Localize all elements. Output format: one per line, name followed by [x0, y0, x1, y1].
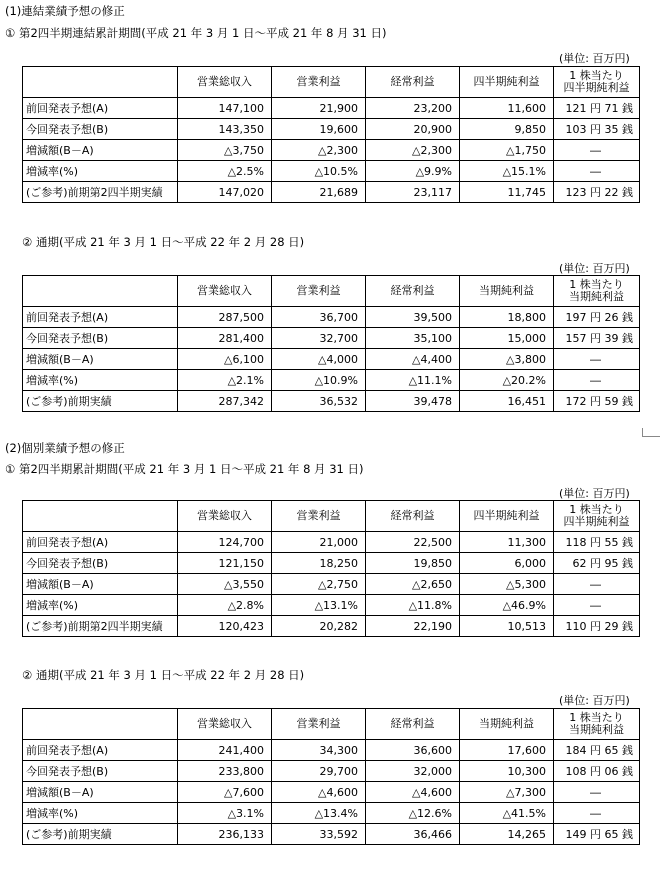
row-label: 増減額(B－A): [23, 349, 178, 370]
cell-eps: 149 円 65 銭: [554, 824, 640, 845]
cell: 32,000: [366, 761, 460, 782]
cell: 22,190: [366, 616, 460, 637]
header-operating-income: 営業利益: [272, 501, 366, 532]
cell: 10,300: [460, 761, 554, 782]
cell-eps: ―: [554, 803, 640, 824]
table-row: [23, 328, 640, 349]
header-eps: [554, 276, 640, 307]
table-row: [23, 98, 640, 119]
cell: 39,478: [366, 391, 460, 412]
table-row: [23, 574, 640, 595]
header-net-income: 四半期純利益: [460, 501, 554, 532]
cell: 281,400: [178, 328, 272, 349]
header-eps-line1: 1 株当たり: [569, 503, 624, 516]
cell: △4,600: [366, 782, 460, 803]
header-ordinary-income: 経常利益: [366, 709, 460, 740]
cell: △46.9%: [460, 595, 554, 616]
cell: 34,300: [272, 740, 366, 761]
header-operating-income: 営業利益: [272, 276, 366, 307]
header-eps-line2: 当期純利益: [569, 723, 624, 736]
section-title-nonconsolidated: (2)個別業績予想の修正: [5, 441, 125, 455]
cell: 120,423: [178, 616, 272, 637]
header-corner: [23, 67, 178, 98]
cell: 287,342: [178, 391, 272, 412]
table-row: [23, 553, 640, 574]
cell: 18,800: [460, 307, 554, 328]
table-row: [23, 370, 640, 391]
header-eps-line1: 1 株当たり: [569, 278, 624, 291]
cell: △3,550: [178, 574, 272, 595]
row-label: 増減額(B－A): [23, 782, 178, 803]
table-caption: ① 第2四半期累計期間(平成 21 年 3 月 1 日～平成 21 年 8 月 31 日): [5, 462, 364, 476]
cell: △10.5%: [272, 161, 366, 182]
cell: 33,592: [272, 824, 366, 845]
cell: 121,150: [178, 553, 272, 574]
cell: 20,900: [366, 119, 460, 140]
header-revenue: 営業総収入: [178, 709, 272, 740]
cell: 22,500: [366, 532, 460, 553]
cell: △11.8%: [366, 595, 460, 616]
forecast-table-consolidated-fy: [22, 275, 640, 412]
header-eps-line2: 四半期純利益: [563, 81, 630, 94]
cell: 124,700: [178, 532, 272, 553]
cell: 236,133: [178, 824, 272, 845]
forecast-table-nonconsolidated-fy: [22, 708, 640, 845]
row-label: (ご参考)前期第2四半期実績: [23, 616, 178, 637]
cell: △3,800: [460, 349, 554, 370]
row-label: 今回発表予想(B): [23, 553, 178, 574]
cell-eps: 123 円 22 銭: [554, 182, 640, 203]
table-row: [23, 782, 640, 803]
cell: 20,282: [272, 616, 366, 637]
cell: △2.8%: [178, 595, 272, 616]
cell-eps: 118 円 55 銭: [554, 532, 640, 553]
cell: 19,850: [366, 553, 460, 574]
table-row: [23, 161, 640, 182]
header-revenue: 営業総収入: [178, 276, 272, 307]
row-label: 前回発表予想(A): [23, 98, 178, 119]
cell: 21,900: [272, 98, 366, 119]
row-label: 増減額(B－A): [23, 140, 178, 161]
cell: 10,513: [460, 616, 554, 637]
table-header-row: [23, 276, 640, 307]
table-row: [23, 307, 640, 328]
cell: 11,600: [460, 98, 554, 119]
header-operating-income: 営業利益: [272, 67, 366, 98]
row-label: 増減率(%): [23, 803, 178, 824]
unit-label: (単位: 百万円): [559, 52, 630, 65]
cell: 143,350: [178, 119, 272, 140]
row-label: 前回発表予想(A): [23, 307, 178, 328]
table-row: [23, 391, 640, 412]
cell-eps: ―: [554, 140, 640, 161]
table-row: [23, 824, 640, 845]
cell: △1,750: [460, 140, 554, 161]
cell: △20.2%: [460, 370, 554, 391]
cell: △13.4%: [272, 803, 366, 824]
header-net-income: 当期純利益: [460, 709, 554, 740]
cell: 19,600: [272, 119, 366, 140]
header-eps: [554, 709, 640, 740]
row-label: 前回発表予想(A): [23, 740, 178, 761]
cell: △2.5%: [178, 161, 272, 182]
cell: 9,850: [460, 119, 554, 140]
table-row: [23, 595, 640, 616]
table-header-row: [23, 709, 640, 740]
corner-mark: [642, 428, 660, 437]
table-caption: ② 通期(平成 21 年 3 月 1 日～平成 22 年 2 月 28 日): [22, 668, 305, 682]
row-label: 増減額(B－A): [23, 574, 178, 595]
row-label: (ご参考)前期実績: [23, 824, 178, 845]
cell: 23,200: [366, 98, 460, 119]
row-label: 増減率(%): [23, 595, 178, 616]
cell: △9.9%: [366, 161, 460, 182]
forecast-table-nonconsolidated-q2: [22, 500, 640, 637]
table-row: [23, 532, 640, 553]
cell: △4,600: [272, 782, 366, 803]
cell-eps: ―: [554, 782, 640, 803]
table-row: [23, 119, 640, 140]
header-ordinary-income: 経常利益: [366, 501, 460, 532]
cell-eps: 172 円 59 銭: [554, 391, 640, 412]
cell-eps: ―: [554, 161, 640, 182]
cell: △4,000: [272, 349, 366, 370]
header-corner: [23, 276, 178, 307]
row-label: 増減率(%): [23, 161, 178, 182]
table-caption: ② 通期(平成 21 年 3 月 1 日～平成 22 年 2 月 28 日): [22, 235, 305, 249]
header-revenue: 営業総収入: [178, 501, 272, 532]
cell: 11,745: [460, 182, 554, 203]
table-row: [23, 803, 640, 824]
cell-eps: 108 円 06 銭: [554, 761, 640, 782]
unit-label: (単位: 百万円): [559, 487, 630, 500]
cell: 17,600: [460, 740, 554, 761]
cell: △4,400: [366, 349, 460, 370]
cell: △3.1%: [178, 803, 272, 824]
cell-eps: ―: [554, 370, 640, 391]
cell: △7,300: [460, 782, 554, 803]
cell-eps: ―: [554, 574, 640, 595]
header-corner: [23, 501, 178, 532]
cell: △2,750: [272, 574, 366, 595]
header-ordinary-income: 経常利益: [366, 67, 460, 98]
cell: 233,800: [178, 761, 272, 782]
table-row: [23, 140, 640, 161]
cell-eps: 62 円 95 銭: [554, 553, 640, 574]
header-operating-income: 営業利益: [272, 709, 366, 740]
cell: △15.1%: [460, 161, 554, 182]
header-corner: [23, 709, 178, 740]
table-row: [23, 616, 640, 637]
table-caption: ① 第2四半期連結累計期間(平成 21 年 3 月 1 日～平成 21 年 8 月 31 日): [5, 26, 387, 40]
cell: 15,000: [460, 328, 554, 349]
row-label: 今回発表予想(B): [23, 119, 178, 140]
header-net-income: 当期純利益: [460, 276, 554, 307]
table-header-row: [23, 501, 640, 532]
cell: △7,600: [178, 782, 272, 803]
header-eps: [554, 501, 640, 532]
cell: 36,532: [272, 391, 366, 412]
cell-eps: 103 円 35 銭: [554, 119, 640, 140]
cell: △13.1%: [272, 595, 366, 616]
cell: △11.1%: [366, 370, 460, 391]
row-label: 増減率(%): [23, 370, 178, 391]
cell: 11,300: [460, 532, 554, 553]
cell: △10.9%: [272, 370, 366, 391]
cell: 39,500: [366, 307, 460, 328]
cell: 287,500: [178, 307, 272, 328]
header-eps-line1: 1 株当たり: [569, 711, 624, 724]
row-label: (ご参考)前期実績: [23, 391, 178, 412]
cell: 147,020: [178, 182, 272, 203]
cell: △2,300: [272, 140, 366, 161]
table-row: [23, 349, 640, 370]
cell: △2,300: [366, 140, 460, 161]
cell: 32,700: [272, 328, 366, 349]
header-eps: [554, 67, 640, 98]
cell: 36,466: [366, 824, 460, 845]
table-row: [23, 761, 640, 782]
cell-eps: 110 円 29 銭: [554, 616, 640, 637]
cell: 18,250: [272, 553, 366, 574]
section-title-consolidated: (1)連結業績予想の修正: [5, 4, 125, 18]
cell: △41.5%: [460, 803, 554, 824]
cell: 36,700: [272, 307, 366, 328]
cell: 23,117: [366, 182, 460, 203]
header-eps-line2: 四半期純利益: [563, 515, 630, 528]
header-ordinary-income: 経常利益: [366, 276, 460, 307]
header-net-income: 四半期純利益: [460, 67, 554, 98]
cell-eps: 184 円 65 銭: [554, 740, 640, 761]
table-row: [23, 182, 640, 203]
cell-eps: 157 円 39 銭: [554, 328, 640, 349]
cell: 36,600: [366, 740, 460, 761]
cell-eps: 121 円 71 銭: [554, 98, 640, 119]
cell: 21,000: [272, 532, 366, 553]
row-label: 今回発表予想(B): [23, 761, 178, 782]
row-label: 今回発表予想(B): [23, 328, 178, 349]
cell: 14,265: [460, 824, 554, 845]
header-revenue: 営業総収入: [178, 67, 272, 98]
cell: △5,300: [460, 574, 554, 595]
cell: 29,700: [272, 761, 366, 782]
cell: △3,750: [178, 140, 272, 161]
cell: 241,400: [178, 740, 272, 761]
unit-label: (単位: 百万円): [559, 262, 630, 275]
cell-eps: ―: [554, 595, 640, 616]
cell: △2,650: [366, 574, 460, 595]
header-eps-line1: 1 株当たり: [569, 69, 624, 82]
cell-eps: 197 円 26 銭: [554, 307, 640, 328]
forecast-table-consolidated-q2: [22, 66, 640, 203]
cell: 16,451: [460, 391, 554, 412]
table-header-row: [23, 67, 640, 98]
cell-eps: ―: [554, 349, 640, 370]
cell: △12.6%: [366, 803, 460, 824]
header-eps-line2: 当期純利益: [569, 290, 624, 303]
cell: 147,100: [178, 98, 272, 119]
cell: △2.1%: [178, 370, 272, 391]
unit-label: (単位: 百万円): [559, 694, 630, 707]
cell: 21,689: [272, 182, 366, 203]
row-label: 前回発表予想(A): [23, 532, 178, 553]
row-label: (ご参考)前期第2四半期実績: [23, 182, 178, 203]
cell: 35,100: [366, 328, 460, 349]
cell: 6,000: [460, 553, 554, 574]
cell: △6,100: [178, 349, 272, 370]
table-row: [23, 740, 640, 761]
